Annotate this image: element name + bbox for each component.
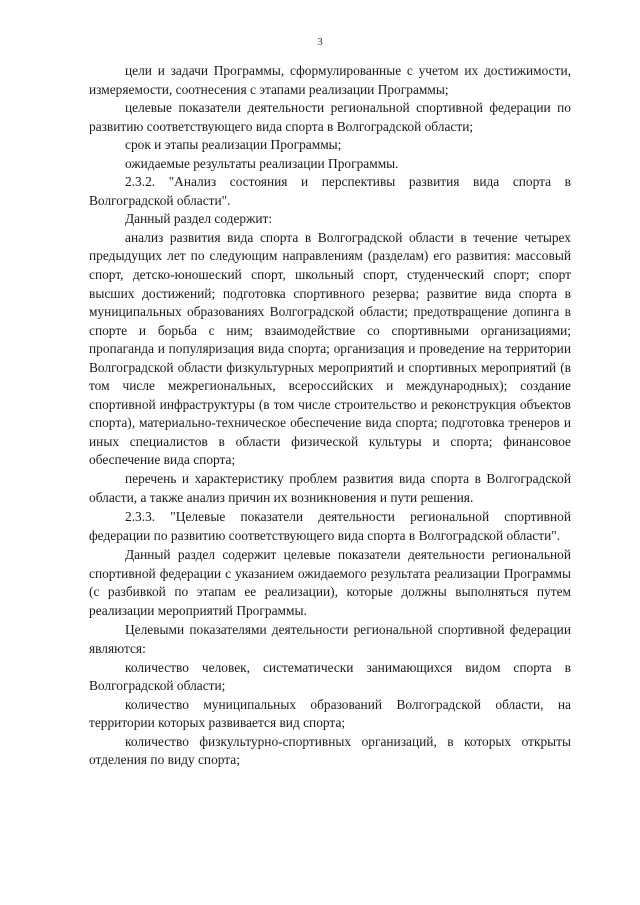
paragraph-problems-list: перечень и характеристику проблем развития вида спорта в Волгоградской области, а также анализ причин их возникновения и пути решения. bbox=[89, 471, 571, 505]
page-number: 3 bbox=[317, 36, 323, 48]
section-heading-2-3-3: 2.3.3. "Целевые показатели деятельности региональной спортивной федерации по развитию соответствующего вида спорта в Волгоградской области". bbox=[89, 509, 571, 543]
paragraph-municipalities-count: количество муниципальных образований Волгоградской области, на территории которых развивается вид спорта; bbox=[89, 696, 571, 731]
paragraph-organizations-count: количество физкультурно-спортивных организаций, в которых открыты отделения по виду спорта; bbox=[89, 733, 571, 768]
paragraph-goals: цели и задачи Программы, сформулированные с учетом их достижимости, измеряемости, соотнесения с этапами реализации Программы; bbox=[89, 63, 571, 97]
paragraph-terms-stages: срок и этапы реализации Программы; bbox=[125, 137, 342, 153]
paragraph-target-indicators: целевые показатели деятельности региональной спортивной федерации по развитию соответствующего вида спорта в Волгоградской области; bbox=[89, 100, 571, 134]
section-heading-2-3-2: 2.3.2. "Анализ состояния и перспективы развития вида спорта в Волгоградской области". bbox=[89, 174, 571, 208]
paragraph-section-contains-indicators: Данный раздел содержит целевые показатели деятельности региональной спортивной федерации с указанием ожидаемого результата реализации Программы (с разбивкой по этапам ее реализации), которые должны выполняться путем реализации мероприятий Программы. bbox=[89, 547, 571, 618]
paragraph-development-analysis: анализ развития вида спорта в Волгоградской области в течение четырех предыдущих лет по следующим направлениям (разделам) его развития: массовый спорт, детско-юношеский спорт, школьный спорт, студенческий спорт; спорт высших достижений; подготовка спортивного резерва; развитие вида спорта в муниципальных образованиях Волгоградской области; предотвращение допинга в спорте и борьба с ним; взаимодействие со спортивными организациями; пропаганда и популяризация вида спорта; организация и проведение на территории Волгоградской области физкультурных мероприятий и спортивных мероприятий (в том числе межрегиональных, всероссийских и международных); создание спортивной инфраструктуры (в том числе строительство и реконструкция объектов спорта), материально-техническое обеспечение вида спорта; подготовка тренеров и иных специалистов в области физической культуры и спорта; финансовое обеспечение вида спорта; bbox=[89, 229, 571, 468]
paragraph-indicators-are: Целевыми показателями деятельности региональной спортивной федерации являются: bbox=[89, 622, 571, 656]
document-body bbox=[89, 62, 571, 770]
paragraph-people-count: количество человек, систематически занимающихся видом спорта в Волгоградской области; bbox=[89, 659, 571, 694]
paragraph-expected-results: ожидаемые результаты реализации Программы. bbox=[125, 155, 399, 171]
paragraph-section-contains: Данный раздел содержит: bbox=[125, 211, 273, 227]
